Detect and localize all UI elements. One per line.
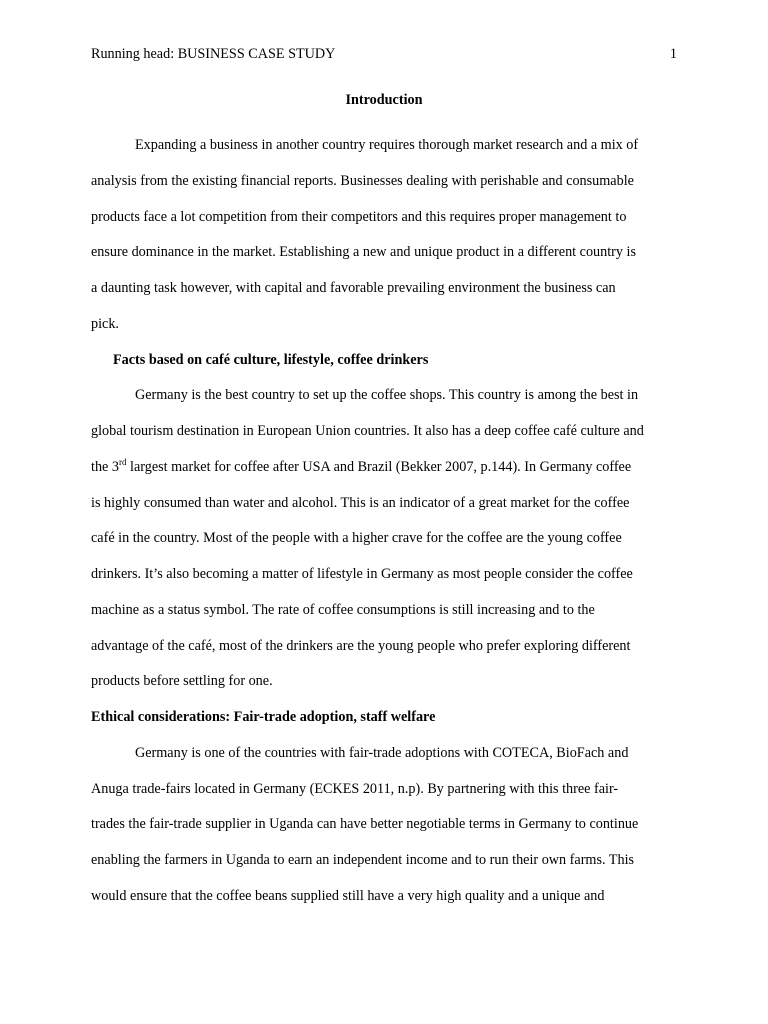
ordinal-suffix: rd <box>118 456 127 467</box>
paragraph-line: advantage of the café, most of the drinkers are the young people who prefer exploring different <box>91 637 631 654</box>
document-body <box>91 128 679 915</box>
paragraph-line: Germany is the best country to set up the coffee shops. This country is among the best in <box>135 387 639 404</box>
paragraph-line: products before settling for one. <box>91 673 273 690</box>
line-text: largest market for coffee after USA and Brazil (Bekker 2007, p.144). In Germany coffee <box>126 458 632 475</box>
paragraph-line: a daunting task however, with capital and favorable prevailing environment the business can <box>91 280 616 296</box>
page-header <box>91 46 677 66</box>
paragraph-line: is highly consumed than water and alcohol. This is an indicator of a great market for the coffee <box>91 494 630 511</box>
paragraph-line: enabling the farmers in Uganda to earn an independent income and to run their own farms. This <box>91 852 635 868</box>
running-head: Running head: BUSINESS CASE STUDY <box>91 46 336 62</box>
paragraph-line <box>91 450 679 486</box>
page-title: Introduction <box>345 92 423 108</box>
paragraph-line: drinkers. It’s also becoming a matter of lifestyle in Germany as most people consider the coffee <box>91 566 633 582</box>
paragraph-line: café in the country. Most of the people with a higher crave for the coffee are the young coffee <box>91 530 622 547</box>
paragraph-line: trades the fair-trade supplier in Uganda can have better negotiable terms in Germany to continue <box>91 816 639 833</box>
paragraph-line: pick. <box>91 315 119 332</box>
paragraph-line: analysis from the existing financial reports. Businesses dealing with perishable and consumable <box>91 172 634 189</box>
section-heading-ethical: Ethical considerations: Fair-trade adoption, staff welfare <box>91 709 436 725</box>
paragraph-line: Anuga trade-fairs located in Germany (ECKES 2011, n.p). By partnering with this three fair- <box>91 780 619 797</box>
page-number: 1 <box>669 46 677 62</box>
paragraph-line: machine as a status symbol. The rate of coffee consumptions is still increasing and to the <box>91 601 595 618</box>
paragraph-line: global tourism destination in European Union countries. It also has a deep coffee café culture and <box>91 423 644 439</box>
paragraph-line: Germany is one of the countries with fair-trade adoptions with COTECA, BioFach and <box>135 744 629 761</box>
section-heading-cafe-culture: Facts based on café culture, lifestyle, coffee drinkers <box>113 351 429 368</box>
paragraph-line: ensure dominance in the market. Establishing a new and unique product in a different country is <box>91 244 637 261</box>
paragraph-line: products face a lot competition from their competitors and this requires proper management to <box>91 208 627 225</box>
paragraph-line: would ensure that the coffee beans supplied still have a very high quality and a unique and <box>91 887 605 904</box>
paragraph-line: Expanding a business in another country requires thorough market research and a mix of <box>135 137 639 153</box>
line-text: the 3 <box>91 458 119 475</box>
